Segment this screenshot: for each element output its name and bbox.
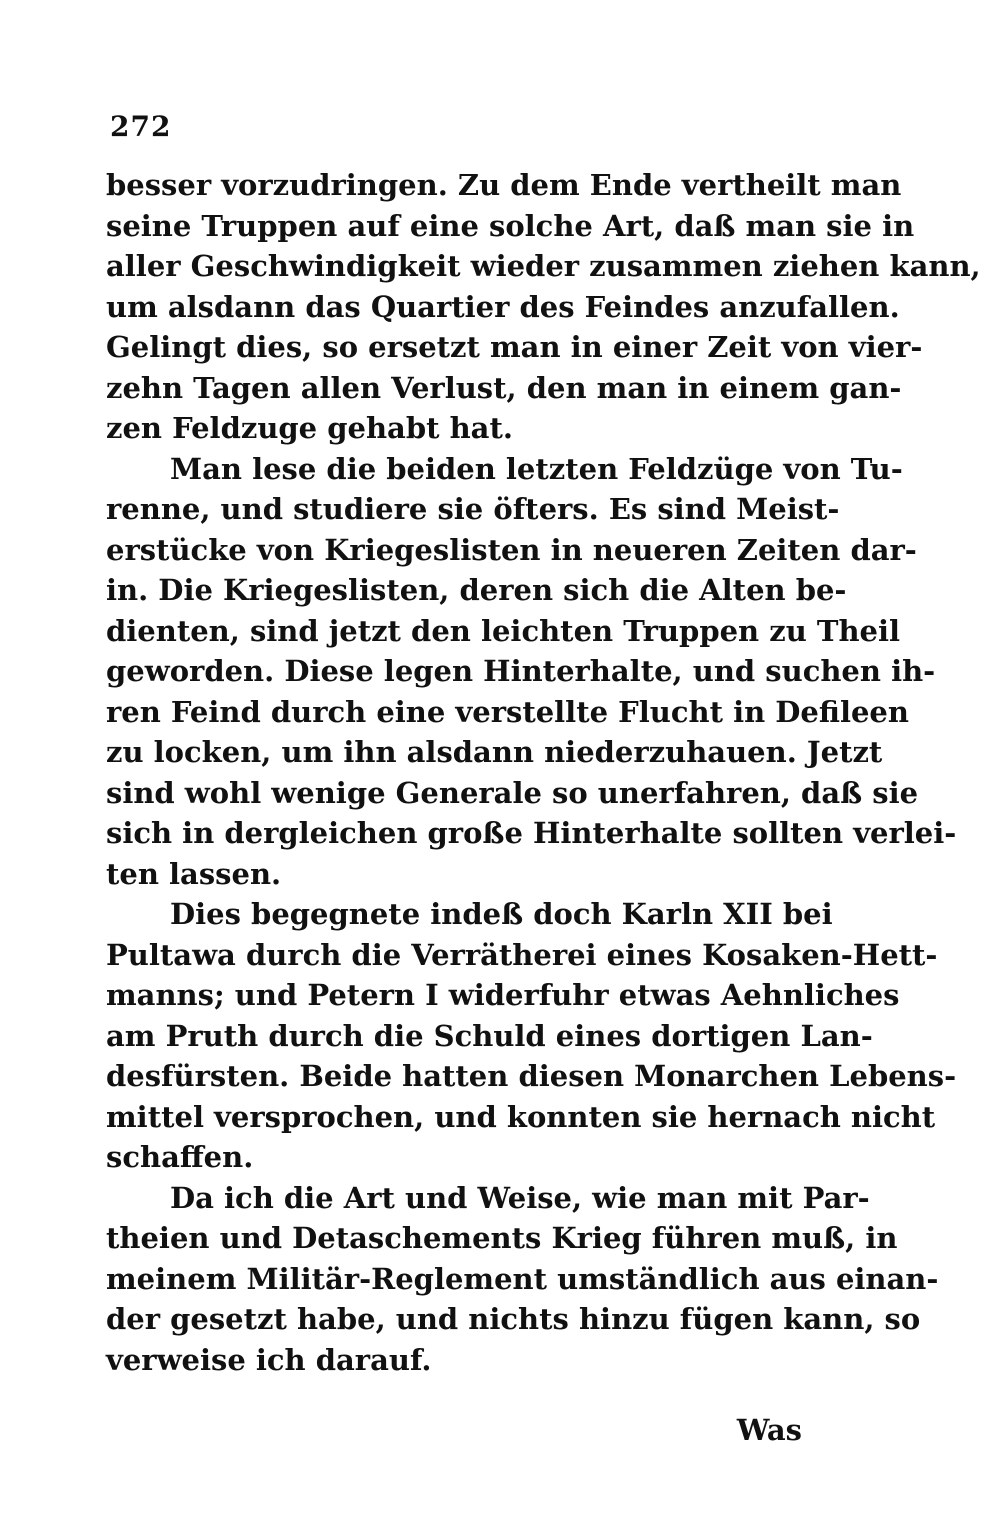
text-line: Pultawa durch die Verrätherei eines Kosaken-Hett- xyxy=(106,937,938,972)
body-text xyxy=(106,165,981,1380)
text-line: erstücke von Kriegeslisten in neueren Zeiten dar- xyxy=(106,532,917,567)
text-line: um alsdann das Quartier des Feindes anzufallen. xyxy=(106,289,900,324)
text-line: renne, und studiere sie öfters. Es sind Meist- xyxy=(106,492,840,526)
text-line: aller Geschwindigkeit wieder zusammen ziehen kann, xyxy=(106,249,981,283)
text-line: am Pruth durch die Schuld eines dortigen Lan- xyxy=(106,1018,873,1053)
text-line: besser vorzudringen. Zu dem Ende vertheilt man xyxy=(106,168,902,202)
text-line: theien und Detaschements Krieg führen muß, in xyxy=(106,1221,898,1255)
text-line: Da ich die Art und Weise, wie man mit Par- xyxy=(170,1180,870,1215)
text-line: verweise ich darauf. xyxy=(106,1342,432,1377)
text-line: geworden. Diese legen Hinterhalte, und suchen ih- xyxy=(106,654,936,688)
text-line: zu locken, um ihn alsdann niederzuhauen. Jetzt xyxy=(106,735,883,769)
text-line: in. Die Kriegeslisten, deren sich die Alten be- xyxy=(106,573,847,607)
page-number: 272 xyxy=(110,110,172,143)
text-line: meinem Militär-Reglement umständlich aus einan- xyxy=(106,1261,939,1296)
text-line: mittel versprochen, und konnten sie hernach nicht xyxy=(106,1099,936,1134)
text-line: der gesetzt habe, und nichts hinzu fügen kann, so xyxy=(106,1302,921,1336)
text-line: zen Feldzuge gehabt hat. xyxy=(106,411,513,445)
text-line: Man lese die beiden letzten Feldzüge von Tu- xyxy=(170,451,903,486)
text-line: dienten, sind jetzt den leichten Truppen zu Theil xyxy=(106,613,901,648)
text-line: desfürsten. Beide hatten diesen Monarchen Lebens- xyxy=(106,1059,957,1093)
text-line: ren Feind durch eine verstellte Flucht in Defileen xyxy=(106,694,909,729)
catchword: Was xyxy=(736,1413,802,1447)
text-line: seine Truppen auf eine solche Art, daß man sie in xyxy=(106,208,915,243)
text-line: ten lassen. xyxy=(106,856,282,891)
text-line: schaffen. xyxy=(106,1140,254,1174)
text-line: Dies begegnete indeß doch Karln XII bei xyxy=(170,897,833,931)
text-line: sind wohl wenige Generale so unerfahren, daß sie xyxy=(106,775,919,810)
text-line: sich in dergleichen große Hinterhalte sollten verlei- xyxy=(106,816,957,850)
text-line: zehn Tagen allen Verlust, den man in einem gan- xyxy=(106,370,902,405)
text-line: manns; und Petern I widerfuhr etwas Aehnliches xyxy=(106,978,900,1012)
text-line: Gelingt dies, so ersetzt man in einer Zeit von vier- xyxy=(106,330,923,364)
